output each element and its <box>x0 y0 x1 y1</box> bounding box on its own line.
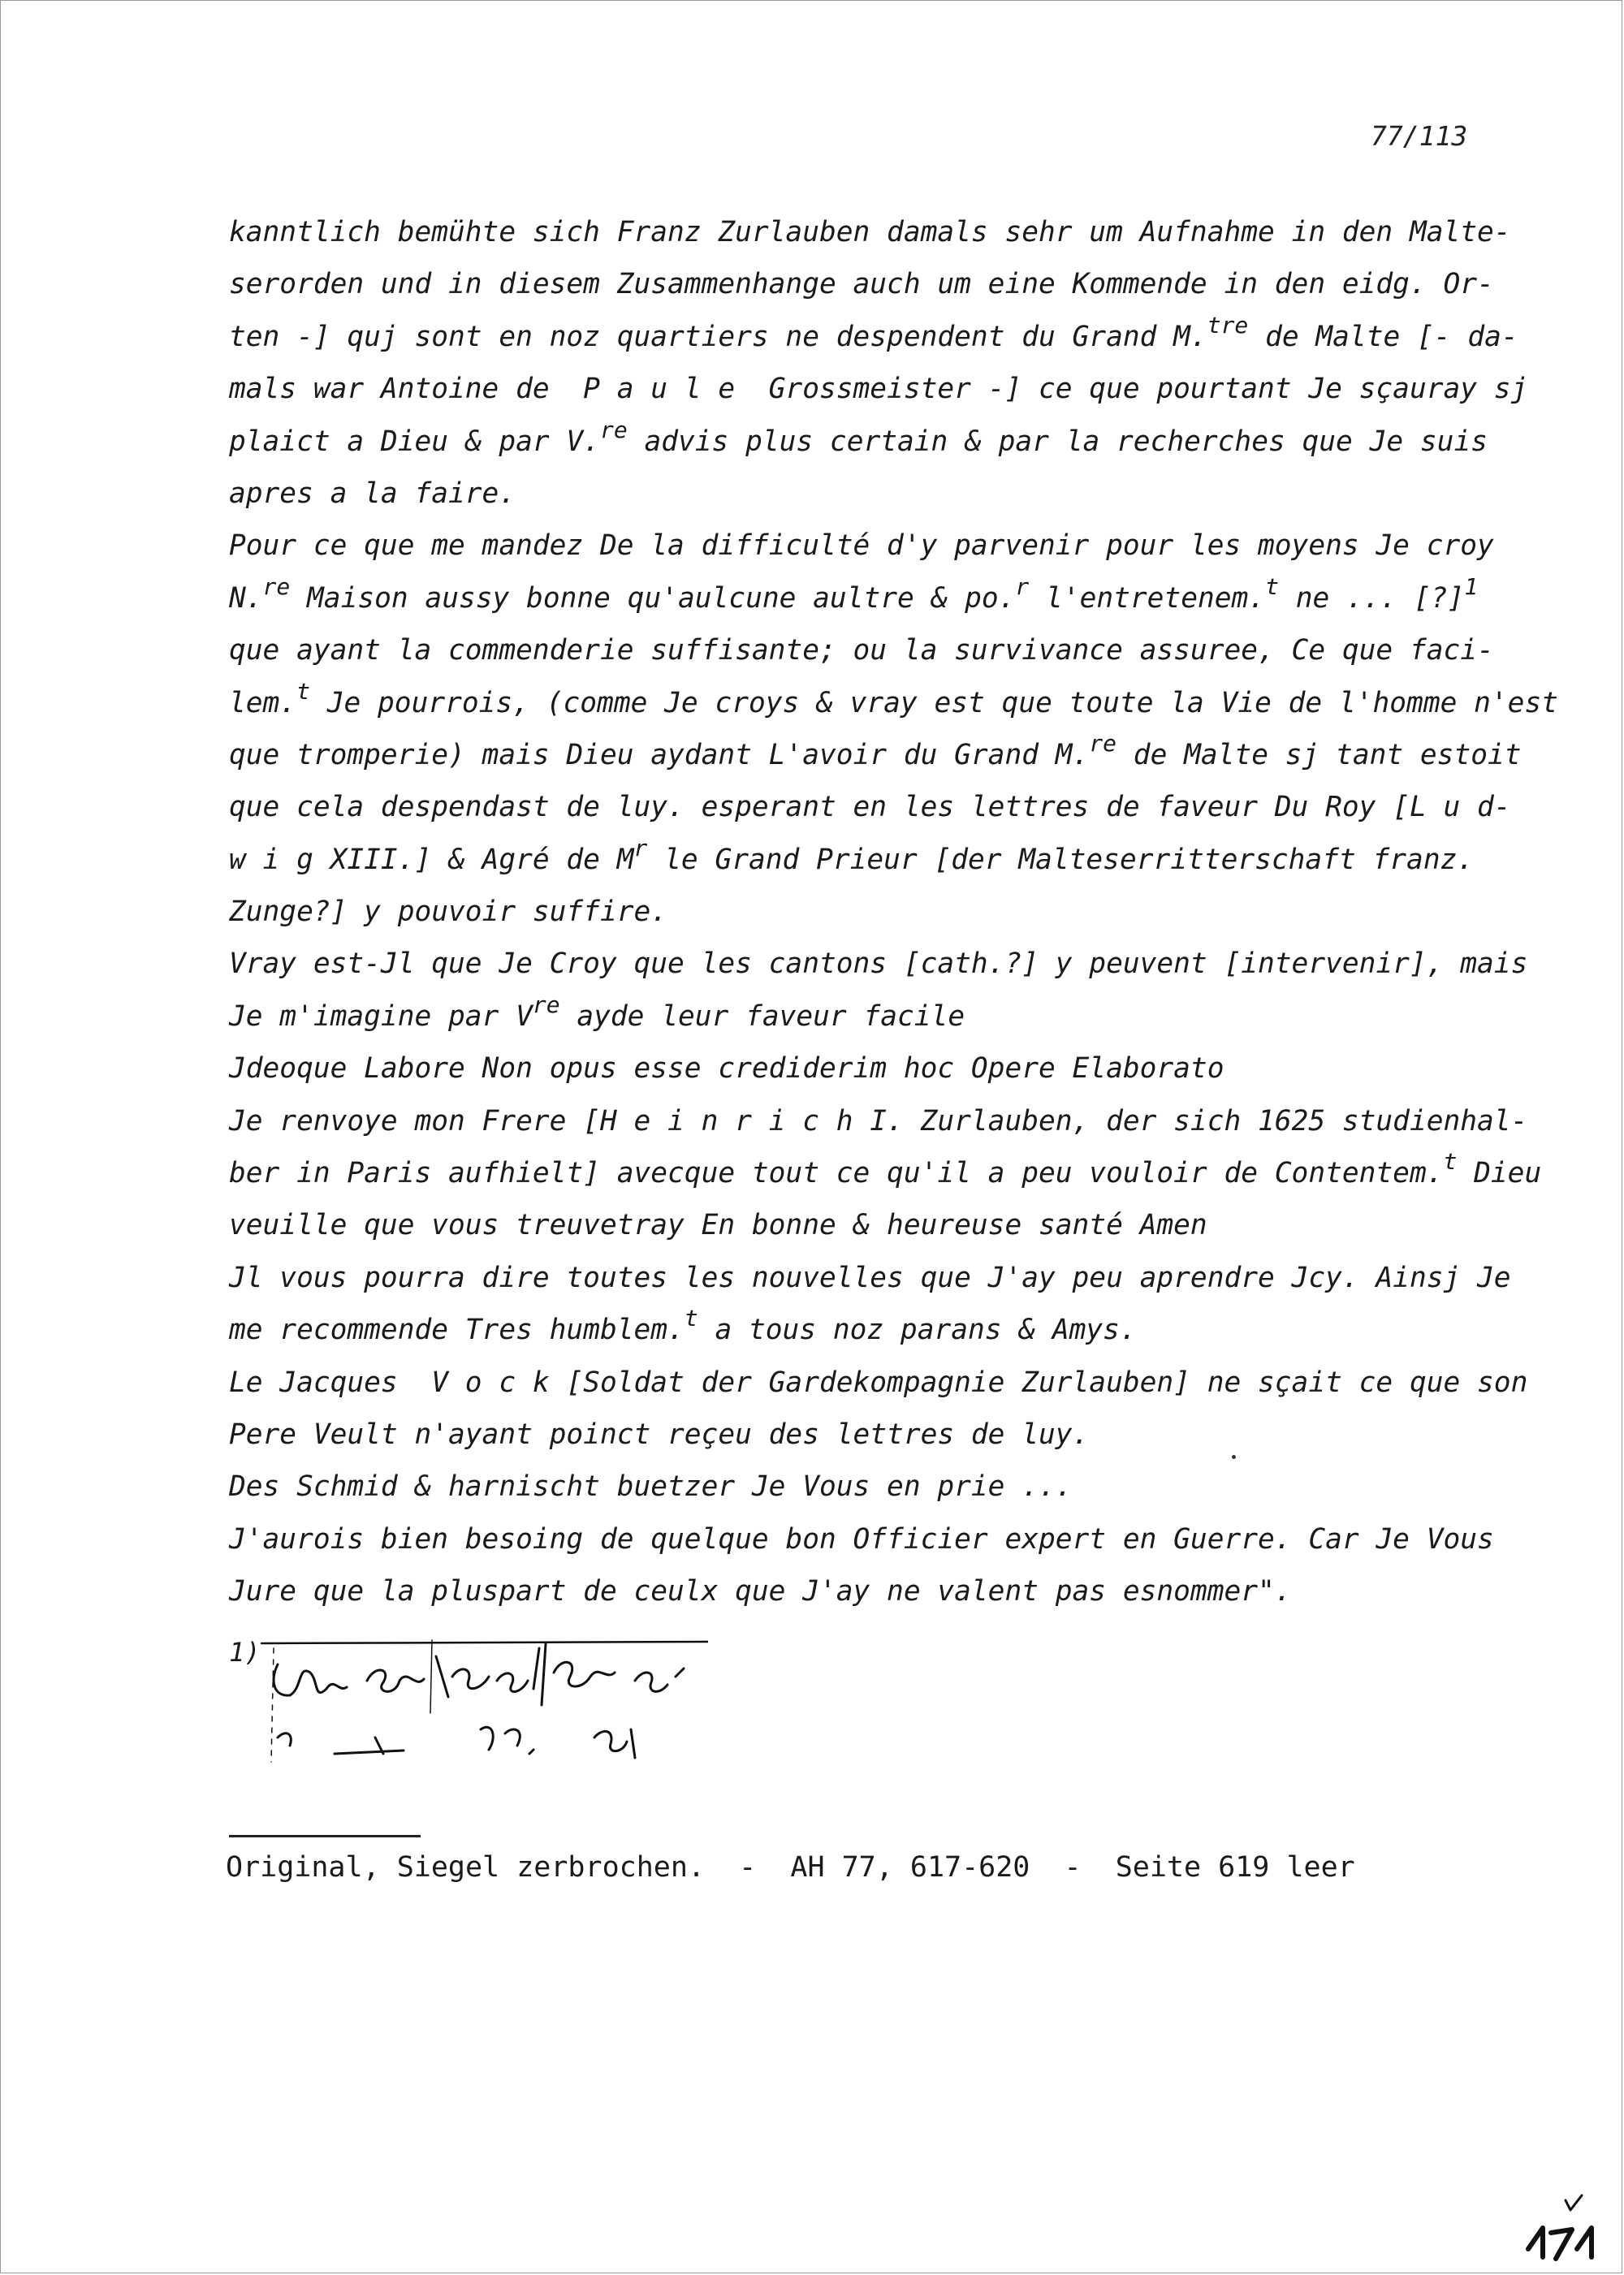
text-segment: N. <box>229 581 263 615</box>
text-line <box>229 572 1561 624</box>
text-line <box>229 1147 1561 1199</box>
text-line <box>229 1461 1561 1513</box>
text-segment: que cela despendast de luy. esperant en les lettres de faveur Du Roy [L u d- <box>229 791 1511 824</box>
text-segment: Je pourrois, (comme Je croys & vray est que toute la Vie de l'homme n'est <box>309 686 1558 719</box>
text-line <box>229 1409 1561 1461</box>
text-line <box>229 311 1561 363</box>
text-line <box>229 1357 1561 1409</box>
text-segment: ten -] quj sont en noz quartiers ne despendent du Grand M. <box>229 320 1207 353</box>
footnote-separator-rule <box>229 1835 421 1837</box>
text-segment: Vray est-Jl que Je Croy que les cantons [cath.?] y peuvent [intervenir], mais <box>229 948 1528 981</box>
text-line <box>229 834 1561 886</box>
superscript: t <box>296 677 310 705</box>
text-segment: Pour ce que me mandez De la difficulté d'y parvenir pour les moyens Je croy <box>229 529 1494 563</box>
handwritten-facsimile-image <box>253 1632 708 1770</box>
text-segment: ne ... [?] <box>1278 581 1465 615</box>
page-number: 77/113 <box>1371 120 1468 152</box>
superscript: t <box>1265 572 1279 600</box>
superscript: r <box>633 834 648 861</box>
text-line <box>229 624 1561 676</box>
text-line <box>229 1043 1561 1094</box>
text-segment: veuille que vous treuvetray En bonne & heureuse santé Amen <box>229 1209 1207 1242</box>
letter-body-text <box>229 206 1561 1618</box>
text-line <box>229 1513 1561 1565</box>
text-line <box>229 468 1561 520</box>
superscript: 1 <box>1464 572 1479 600</box>
text-segment: que ayant la commenderie suffisante; ou la survivance assuree, Ce que faci- <box>229 634 1494 667</box>
text-segment: mals war Antoine de P a u l e Grossmeister -] ce que pourtant Je sçauray sj <box>229 373 1528 406</box>
text-segment: Le Jacques V o c k [Soldat der Gardekompagnie Zurlauben] ne sçait ce que son <box>229 1366 1528 1399</box>
text-segment: Dieu <box>1457 1157 1542 1190</box>
text-segment: kanntlich bemühte sich Franz Zurlauben damals sehr um Aufnahme in den Malte- <box>229 216 1511 248</box>
text-segment: que tromperie) mais Dieu aydant L'avoir du Grand M. <box>229 738 1090 771</box>
text-segment: J'aurois bien besoing de quelque bon Officier expert en Guerre. Car Je Vous <box>229 1522 1494 1556</box>
text-segment: de Malte [- da- <box>1248 320 1518 353</box>
text-segment: a tous noz parans & Amys. <box>698 1314 1137 1347</box>
superscript: re <box>532 991 560 1018</box>
text-segment: Je renvoye mon Frere [H e i n r i c h I. Zurlauben, der sich 1625 studienhal- <box>229 1104 1528 1138</box>
text-segment: Jdeoque Labore Non opus esse crediderim hoc Opere Elaborato <box>229 1052 1224 1086</box>
text-segment: Maison aussy bonne qu'aulcune aultre & po. <box>290 581 1016 615</box>
superscript: r <box>1015 572 1030 600</box>
text-line <box>229 938 1561 990</box>
text-segment: advis plus certain & par la recherches que Je suis <box>627 425 1488 458</box>
text-line <box>229 520 1561 572</box>
text-segment: Des Schmid & harnischt buetzer Je Vous en prie ... <box>229 1470 1073 1504</box>
text-line <box>229 258 1561 310</box>
text-line <box>229 781 1561 833</box>
archive-folio-stamp <box>1518 2192 1608 2265</box>
superscript: re <box>1089 729 1117 757</box>
text-line <box>229 1252 1561 1304</box>
text-segment: lem. <box>229 686 297 719</box>
text-segment: serorden und in diesem Zusammenhange auch um eine Kommende in den eidg. Or- <box>229 268 1494 301</box>
text-segment: ayde leur faveur facile <box>559 999 965 1033</box>
speck-mark <box>1232 1455 1236 1459</box>
text-line <box>229 991 1561 1043</box>
source-note: Original, Siegel zerbrochen. - AH 77, 617-620 - Seite 619 leer <box>226 1851 1355 1884</box>
text-segment: Jl vous pourra dire toutes les nouvelles que J'ay peu aprendre Jcy. Ainsj Je <box>229 1261 1511 1294</box>
text-line <box>229 1304 1561 1356</box>
text-segment: apres a la faire. <box>229 477 516 510</box>
text-segment: plaict a Dieu & par V. <box>229 425 600 458</box>
text-line <box>229 677 1561 729</box>
text-line <box>229 1095 1561 1147</box>
text-segment: le Grand Prieur [der Malteserritterschaft franz. <box>647 843 1475 876</box>
text-line <box>229 416 1561 468</box>
superscript: re <box>262 572 291 600</box>
text-line <box>229 729 1561 781</box>
text-segment: me recommende Tres humblem. <box>229 1314 685 1347</box>
superscript: tre <box>1207 311 1249 339</box>
text-line <box>229 206 1561 258</box>
text-line <box>229 1199 1561 1251</box>
text-line <box>229 886 1561 938</box>
footnote-marker: 1) <box>229 1637 261 1668</box>
superscript: re <box>599 416 628 443</box>
text-segment: w i g XIII.] & Agré de M <box>229 843 634 876</box>
superscript: t <box>1443 1148 1458 1176</box>
text-segment: Jure que la pluspart de ceulx que J'ay ne valent pas esnommer". <box>229 1575 1292 1608</box>
text-segment: Zunge?] y pouvoir suffire. <box>229 896 668 929</box>
text-segment: l'entretenem. <box>1029 581 1266 615</box>
text-segment: Je m'imagine par V <box>229 999 533 1033</box>
superscript: t <box>684 1305 698 1332</box>
text-line <box>229 363 1561 415</box>
footnote-area <box>229 1632 716 1770</box>
text-segment: de Malte sj tant estoit <box>1116 738 1522 771</box>
text-line <box>229 1565 1561 1617</box>
text-segment: ber in Paris aufhielt] avecque tout ce qu'il a peu vouloir de Contentem. <box>229 1157 1444 1190</box>
text-segment: Pere Veult n'ayant poinct reçeu des lettres de luy. <box>229 1418 1090 1451</box>
